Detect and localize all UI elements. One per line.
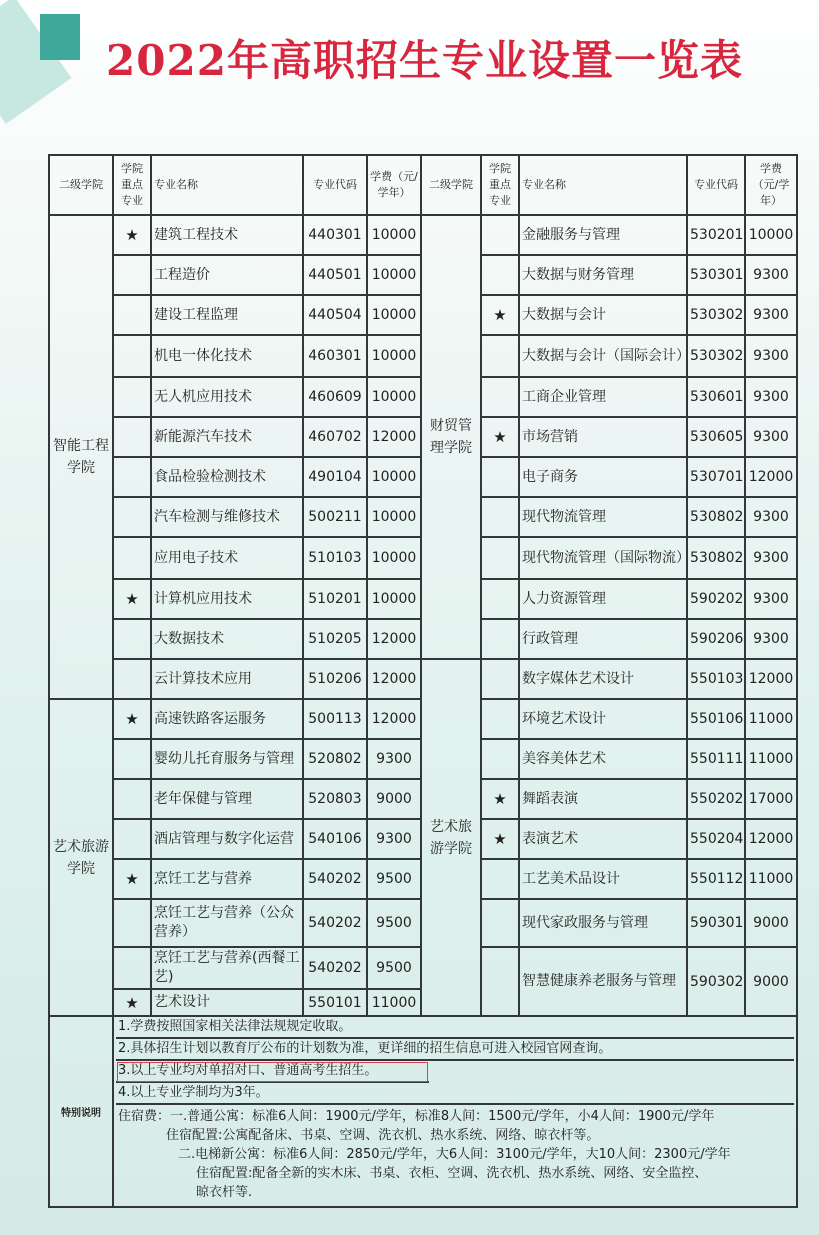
major-fee: 9300 — [745, 335, 797, 377]
major-code: 440504 — [303, 295, 367, 335]
major-name: 行政管理 — [519, 619, 687, 659]
major-name: 云计算技术应用 — [151, 659, 303, 699]
major-fee: 9000 — [745, 899, 797, 947]
major-code: 520802 — [303, 739, 367, 779]
key-star — [481, 537, 519, 579]
major-name: 表演艺术 — [519, 819, 687, 859]
major-code: 500113 — [303, 699, 367, 739]
header-fee: 学费（元/学年） — [367, 155, 421, 215]
header-code: 专业代码 — [687, 155, 745, 215]
major-fee: 10000 — [367, 537, 421, 579]
major-fee: 12000 — [745, 819, 797, 859]
major-code: 550202 — [687, 779, 745, 819]
major-fee: 9300 — [745, 619, 797, 659]
major-name: 数字媒体艺术设计 — [519, 659, 687, 699]
header-name: 专业名称 — [151, 155, 303, 215]
major-fee: 10000 — [367, 255, 421, 295]
key-star — [481, 619, 519, 659]
key-star — [481, 377, 519, 417]
major-fee: 10000 — [367, 215, 421, 255]
major-name: 工艺美术品设计 — [519, 859, 687, 899]
major-name: 现代物流管理 — [519, 497, 687, 537]
major-name: 舞蹈表演 — [519, 779, 687, 819]
notes-cell — [113, 1016, 797, 1207]
major-fee: 9500 — [367, 859, 421, 899]
key-star — [113, 899, 151, 947]
major-name: 大数据与财务管理 — [519, 255, 687, 295]
dorm-line: 住宿配置:公寓配备床、书桌、空调、洗衣机、热水系统、网络、晾衣杆等。 — [166, 1128, 600, 1143]
header-college: 二级学院 — [49, 155, 113, 215]
major-code: 460301 — [303, 335, 367, 377]
major-code: 530302 — [687, 335, 745, 377]
major-code: 540202 — [303, 859, 367, 899]
major-name: 人力资源管理 — [519, 579, 687, 619]
key-star — [481, 899, 519, 947]
major-fee: 12000 — [367, 619, 421, 659]
major-code: 490104 — [303, 457, 367, 497]
major-name: 智慧健康养老服务与管理 — [519, 947, 687, 1016]
major-fee: 9000 — [367, 779, 421, 819]
major-name: 烹饪工艺与营养(西餐工艺) — [151, 947, 303, 989]
college-zhineng: 智能工程学院 — [49, 215, 113, 699]
key-star — [113, 619, 151, 659]
page-title: 2022年高职招生专业设置一览表 — [106, 36, 743, 85]
key-star — [113, 947, 151, 989]
table-row — [49, 215, 797, 255]
major-fee: 9300 — [745, 579, 797, 619]
note-item: 4.以上专业学制均为3年。 — [116, 1083, 794, 1105]
major-name: 烹饪工艺与营养 — [151, 859, 303, 899]
key-star — [113, 377, 151, 417]
major-code: 530701 — [687, 457, 745, 497]
key-star — [481, 255, 519, 295]
major-name: 大数据与会计 — [519, 295, 687, 335]
key-star: ★ — [481, 779, 519, 819]
major-code: 530201 — [687, 215, 745, 255]
major-fee: 9300 — [367, 819, 421, 859]
major-fee: 10000 — [367, 457, 421, 497]
major-name: 高速铁路客运服务 — [151, 699, 303, 739]
header-key: 学院重点专业 — [481, 155, 519, 215]
key-star — [113, 295, 151, 335]
key-star — [113, 497, 151, 537]
major-name: 市场营销 — [519, 417, 687, 457]
note-item-highlighted: 3.以上专业均对单招对口、普通高考生招生。 — [116, 1061, 429, 1083]
major-name: 酒店管理与数字化运营 — [151, 819, 303, 859]
dorm-fee-info — [116, 1105, 794, 1206]
major-fee: 11000 — [367, 989, 421, 1016]
major-name: 婴幼儿托育服务与管理 — [151, 739, 303, 779]
major-fee: 17000 — [745, 779, 797, 819]
note-item: 2.具体招生计划以教育厅公布的计划数为准，更详细的招生信息可进入校园官网查询。 — [116, 1039, 794, 1061]
major-code: 440501 — [303, 255, 367, 295]
key-star — [113, 659, 151, 699]
major-code: 550103 — [687, 659, 745, 699]
major-fee: 12000 — [367, 659, 421, 699]
header-row — [49, 155, 797, 215]
college-yishu-left: 艺术旅游学院 — [49, 699, 113, 1016]
major-name: 烹饪工艺与营养（公众营养） — [151, 899, 303, 947]
key-star: ★ — [113, 579, 151, 619]
major-code: 510201 — [303, 579, 367, 619]
major-name: 美容美体艺术 — [519, 739, 687, 779]
major-code: 590302 — [687, 947, 745, 1016]
major-fee: 9300 — [745, 295, 797, 335]
key-star: ★ — [481, 295, 519, 335]
major-fee: 12000 — [745, 659, 797, 699]
major-fee: 11000 — [745, 699, 797, 739]
key-star — [481, 335, 519, 377]
major-fee: 10000 — [367, 377, 421, 417]
major-code: 460702 — [303, 417, 367, 457]
key-star: ★ — [481, 819, 519, 859]
major-name: 金融服务与管理 — [519, 215, 687, 255]
key-star — [113, 457, 151, 497]
key-star — [481, 497, 519, 537]
header-name: 专业名称 — [519, 155, 687, 215]
key-star: ★ — [481, 417, 519, 457]
key-star — [481, 215, 519, 255]
key-star: ★ — [113, 699, 151, 739]
major-name: 建设工程监理 — [151, 295, 303, 335]
major-code: 540106 — [303, 819, 367, 859]
major-code: 590202 — [687, 579, 745, 619]
major-code: 550106 — [687, 699, 745, 739]
major-code: 530605 — [687, 417, 745, 457]
key-star — [113, 537, 151, 579]
major-code: 550112 — [687, 859, 745, 899]
major-code: 530802 — [687, 497, 745, 537]
header-college: 二级学院 — [421, 155, 481, 215]
college-yishu-right: 艺术旅游学院 — [421, 659, 481, 1016]
major-name: 老年保健与管理 — [151, 779, 303, 819]
major-fee: 11000 — [745, 739, 797, 779]
key-star — [481, 947, 519, 1016]
major-fee: 10000 — [745, 215, 797, 255]
major-fee: 9500 — [367, 947, 421, 989]
college-caimao: 财贸管理学院 — [421, 215, 481, 659]
major-code: 540202 — [303, 899, 367, 947]
key-star — [481, 579, 519, 619]
key-star — [113, 779, 151, 819]
header-code: 专业代码 — [303, 155, 367, 215]
major-fee: 10000 — [367, 335, 421, 377]
major-code: 500211 — [303, 497, 367, 537]
key-star — [113, 255, 151, 295]
major-code: 530301 — [687, 255, 745, 295]
key-star: ★ — [113, 215, 151, 255]
header-fee: 学费（元/学年） — [745, 155, 797, 215]
major-code: 510205 — [303, 619, 367, 659]
major-name: 电子商务 — [519, 457, 687, 497]
major-fee: 12000 — [367, 699, 421, 739]
key-star — [113, 335, 151, 377]
major-fee: 9000 — [745, 947, 797, 1016]
major-code: 510206 — [303, 659, 367, 699]
major-fee: 9300 — [745, 417, 797, 457]
dorm-line: 住宿配置:配备全新的实木床、书桌、衣柜、空调、洗衣机、热水系统、网络、安全监控、 — [196, 1166, 708, 1181]
major-name: 计算机应用技术 — [151, 579, 303, 619]
major-fee: 10000 — [367, 295, 421, 335]
major-code: 550101 — [303, 989, 367, 1016]
major-name: 环境艺术设计 — [519, 699, 687, 739]
major-name: 工商企业管理 — [519, 377, 687, 417]
major-fee: 10000 — [367, 579, 421, 619]
major-fee: 9500 — [367, 899, 421, 947]
major-fee: 10000 — [367, 497, 421, 537]
major-fee: 9300 — [745, 255, 797, 295]
dorm-line: 晾衣杆等. — [196, 1185, 253, 1200]
majors-table — [48, 154, 798, 1208]
major-code: 530802 — [687, 537, 745, 579]
major-name: 食品检验检测技术 — [151, 457, 303, 497]
notes-row — [49, 1016, 797, 1207]
major-code: 530601 — [687, 377, 745, 417]
major-code: 550204 — [687, 819, 745, 859]
notes-label: 特别说明 — [49, 1016, 113, 1207]
major-fee: 12000 — [367, 417, 421, 457]
major-fee: 9300 — [745, 497, 797, 537]
key-star: ★ — [113, 989, 151, 1016]
major-name: 现代物流管理（国际物流） — [519, 537, 687, 579]
major-fee: 12000 — [745, 457, 797, 497]
key-star — [481, 659, 519, 699]
major-fee: 9300 — [367, 739, 421, 779]
major-name: 大数据与会计（国际会计） — [519, 335, 687, 377]
major-fee: 11000 — [745, 859, 797, 899]
major-name: 汽车检测与维修技术 — [151, 497, 303, 537]
table-row — [49, 659, 797, 699]
major-name: 现代家政服务与管理 — [519, 899, 687, 947]
major-name: 艺术设计 — [151, 989, 303, 1016]
major-code: 440301 — [303, 215, 367, 255]
note-item: 1.学费按照国家相关法律法规规定收取。 — [116, 1017, 794, 1039]
major-code: 510103 — [303, 537, 367, 579]
major-name: 大数据技术 — [151, 619, 303, 659]
major-fee: 9300 — [745, 537, 797, 579]
major-code: 540202 — [303, 947, 367, 989]
key-star — [481, 739, 519, 779]
major-code: 460609 — [303, 377, 367, 417]
major-name: 应用电子技术 — [151, 537, 303, 579]
key-star — [113, 417, 151, 457]
key-star — [481, 457, 519, 497]
key-star — [113, 739, 151, 779]
key-star — [113, 819, 151, 859]
major-name: 工程造价 — [151, 255, 303, 295]
key-star: ★ — [113, 859, 151, 899]
major-code: 590206 — [687, 619, 745, 659]
major-code: 530302 — [687, 295, 745, 335]
key-star — [481, 859, 519, 899]
major-fee: 9300 — [745, 377, 797, 417]
major-name: 机电一体化技术 — [151, 335, 303, 377]
major-code: 520803 — [303, 779, 367, 819]
major-name: 无人机应用技术 — [151, 377, 303, 417]
key-star — [481, 699, 519, 739]
major-code: 550111 — [687, 739, 745, 779]
dorm-line: 二.电梯新公寓：标准6人间：2850元/学年，大6人间：3100元/学年，大10人间：2300元/学年 — [178, 1147, 731, 1162]
major-name: 建筑工程技术 — [151, 215, 303, 255]
dorm-line: 住宿费：一.普通公寓：标准6人间：1900元/学年，标准8人间：1500元/学年，小4人间：1900元/学年 — [118, 1109, 715, 1124]
major-name: 新能源汽车技术 — [151, 417, 303, 457]
major-code: 590301 — [687, 899, 745, 947]
header-key: 学院重点专业 — [113, 155, 151, 215]
